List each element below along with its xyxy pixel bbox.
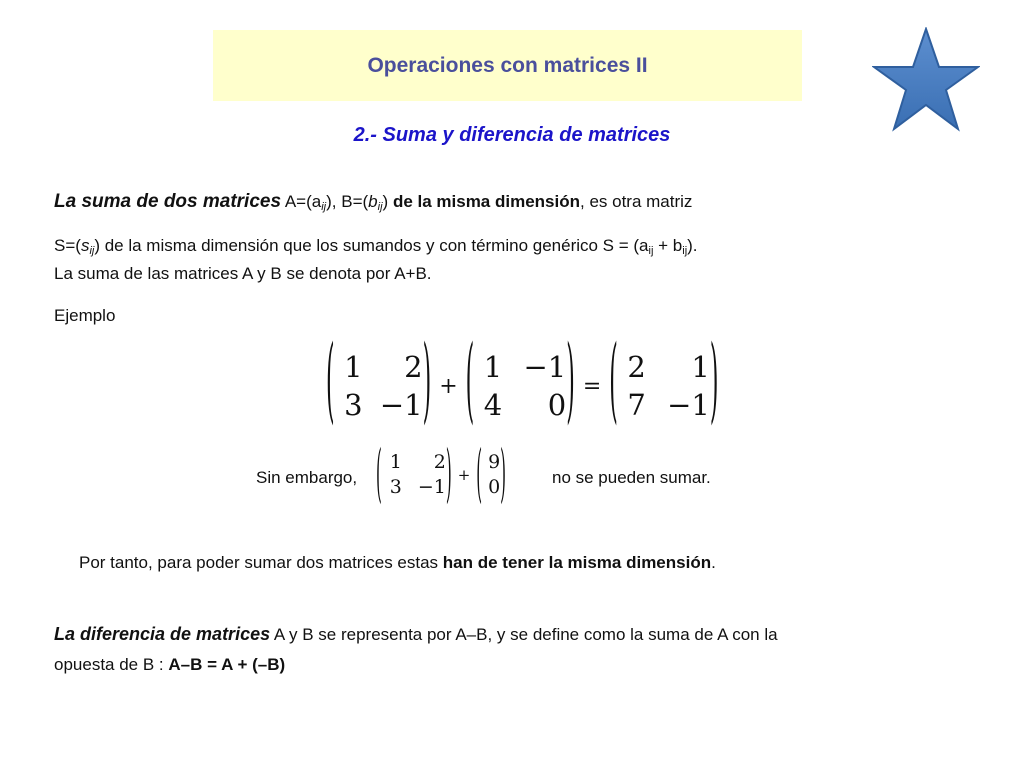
- matrix-cell: 1: [344, 350, 363, 384]
- plus-sign: +: [457, 466, 471, 484]
- matrix-cell: 3: [389, 476, 402, 498]
- slide-title: Operaciones con matrices II: [367, 53, 648, 77]
- sum-definition-line-2: [54, 236, 698, 256]
- right-paren: ): [566, 331, 575, 437]
- example-label: Ejemplo: [54, 306, 116, 325]
- bad-vector-grid: [482, 450, 500, 500]
- sub-ij: ij: [89, 245, 95, 257]
- matrix-b-grid: [474, 348, 566, 424]
- example-equation: [326, 331, 719, 437]
- therefore-line: [79, 553, 716, 573]
- matrix-cell: 3: [344, 388, 363, 422]
- matrix-cell: 7: [627, 388, 646, 422]
- matrix-b-notation: ), B=(: [326, 192, 369, 211]
- left-paren: (: [609, 331, 618, 437]
- matrix-cell: 0: [547, 388, 567, 422]
- left-paren: (: [476, 435, 483, 511]
- section-subtitle: 2.- Suma y diferencia de matrices: [353, 124, 671, 146]
- sum-definition-line-1: [54, 191, 692, 213]
- sum-intro: La suma de dos matrices: [54, 191, 282, 212]
- bad-matrix-a: [376, 435, 452, 511]
- star-icon: [872, 27, 980, 133]
- matrix-a-notation: A=(a: [284, 192, 322, 211]
- difference-line-2: [54, 655, 285, 675]
- matrix-cell: 1: [483, 350, 503, 384]
- matrix-cell: 0: [488, 476, 501, 498]
- s-prefix: S=(: [54, 236, 81, 255]
- difference-line-1: [54, 624, 778, 645]
- sub-ij: ij: [377, 201, 383, 213]
- matrix-cell: 2: [404, 350, 423, 384]
- matrix-sum-grid: [618, 348, 710, 424]
- bad-matrix-a-grid: [382, 450, 446, 500]
- difference-formula: A–B = A + (–B): [168, 655, 286, 674]
- matrix-cell: −1: [379, 388, 423, 422]
- right-paren: ): [422, 331, 432, 437]
- is-another-text: , es otra matriz: [580, 192, 693, 211]
- difference-rest: A y B se representa por A–B, y se define como la suma de A con la: [270, 625, 778, 644]
- plus-sign: +: [439, 373, 458, 399]
- matrix-cell: 2: [627, 350, 646, 384]
- therefore-bold: han de tener la misma dimensión: [442, 553, 712, 572]
- matrix-cell: 1: [389, 451, 402, 473]
- matrix-cell: −1: [523, 350, 567, 384]
- matrix-sum: [609, 331, 719, 437]
- cannot-add-label: no se pueden sumar.: [552, 468, 711, 487]
- matrix-a: [326, 331, 432, 437]
- difference-rest-2: opuesta de B :: [54, 655, 169, 674]
- equals-sign: =: [582, 373, 602, 399]
- sub-ij: ij: [682, 245, 688, 257]
- matrix-cell: 2: [433, 451, 446, 473]
- right-paren: ): [709, 331, 719, 437]
- matrix-a-grid: [335, 348, 423, 424]
- right-paren: ): [445, 435, 452, 511]
- bad-column-vector: [476, 435, 507, 511]
- matrix-cell: 9: [488, 451, 501, 473]
- therefore-prefix: Por tanto, para poder sumar dos matrices estas: [79, 553, 443, 572]
- right-paren: ): [500, 435, 507, 511]
- s-plus: + b: [653, 236, 683, 255]
- left-paren: (: [376, 435, 382, 511]
- left-paren: (: [326, 331, 335, 437]
- s-end: ).: [687, 236, 698, 255]
- difference-intro: La diferencia de matrices: [54, 624, 271, 644]
- paren-close: ): [382, 192, 389, 211]
- therefore-end: .: [711, 553, 716, 572]
- however-label: Sin embargo,: [256, 468, 358, 487]
- matrix-cell: −1: [667, 388, 710, 422]
- title-box: [213, 30, 802, 101]
- matrix-cell: −1: [417, 476, 446, 498]
- sum-denoted-line: La suma de las matrices A y B se denota por A+B.: [54, 264, 432, 283]
- matrix-b: [465, 331, 575, 437]
- s-letter: s: [80, 236, 90, 255]
- matrix-cell: 4: [483, 388, 503, 422]
- s-rest: ) de la misma dimensión que los sumandos y con término genérico S = (a: [94, 236, 649, 255]
- matrix-cell: 1: [691, 350, 710, 384]
- sub-ij: ij: [648, 245, 654, 257]
- sub-ij: ij: [321, 201, 327, 213]
- b-letter: b: [368, 192, 378, 211]
- same-dimension: de la misma dimensión: [392, 192, 580, 211]
- bad-example-equation: [376, 435, 507, 511]
- left-paren: (: [465, 331, 475, 437]
